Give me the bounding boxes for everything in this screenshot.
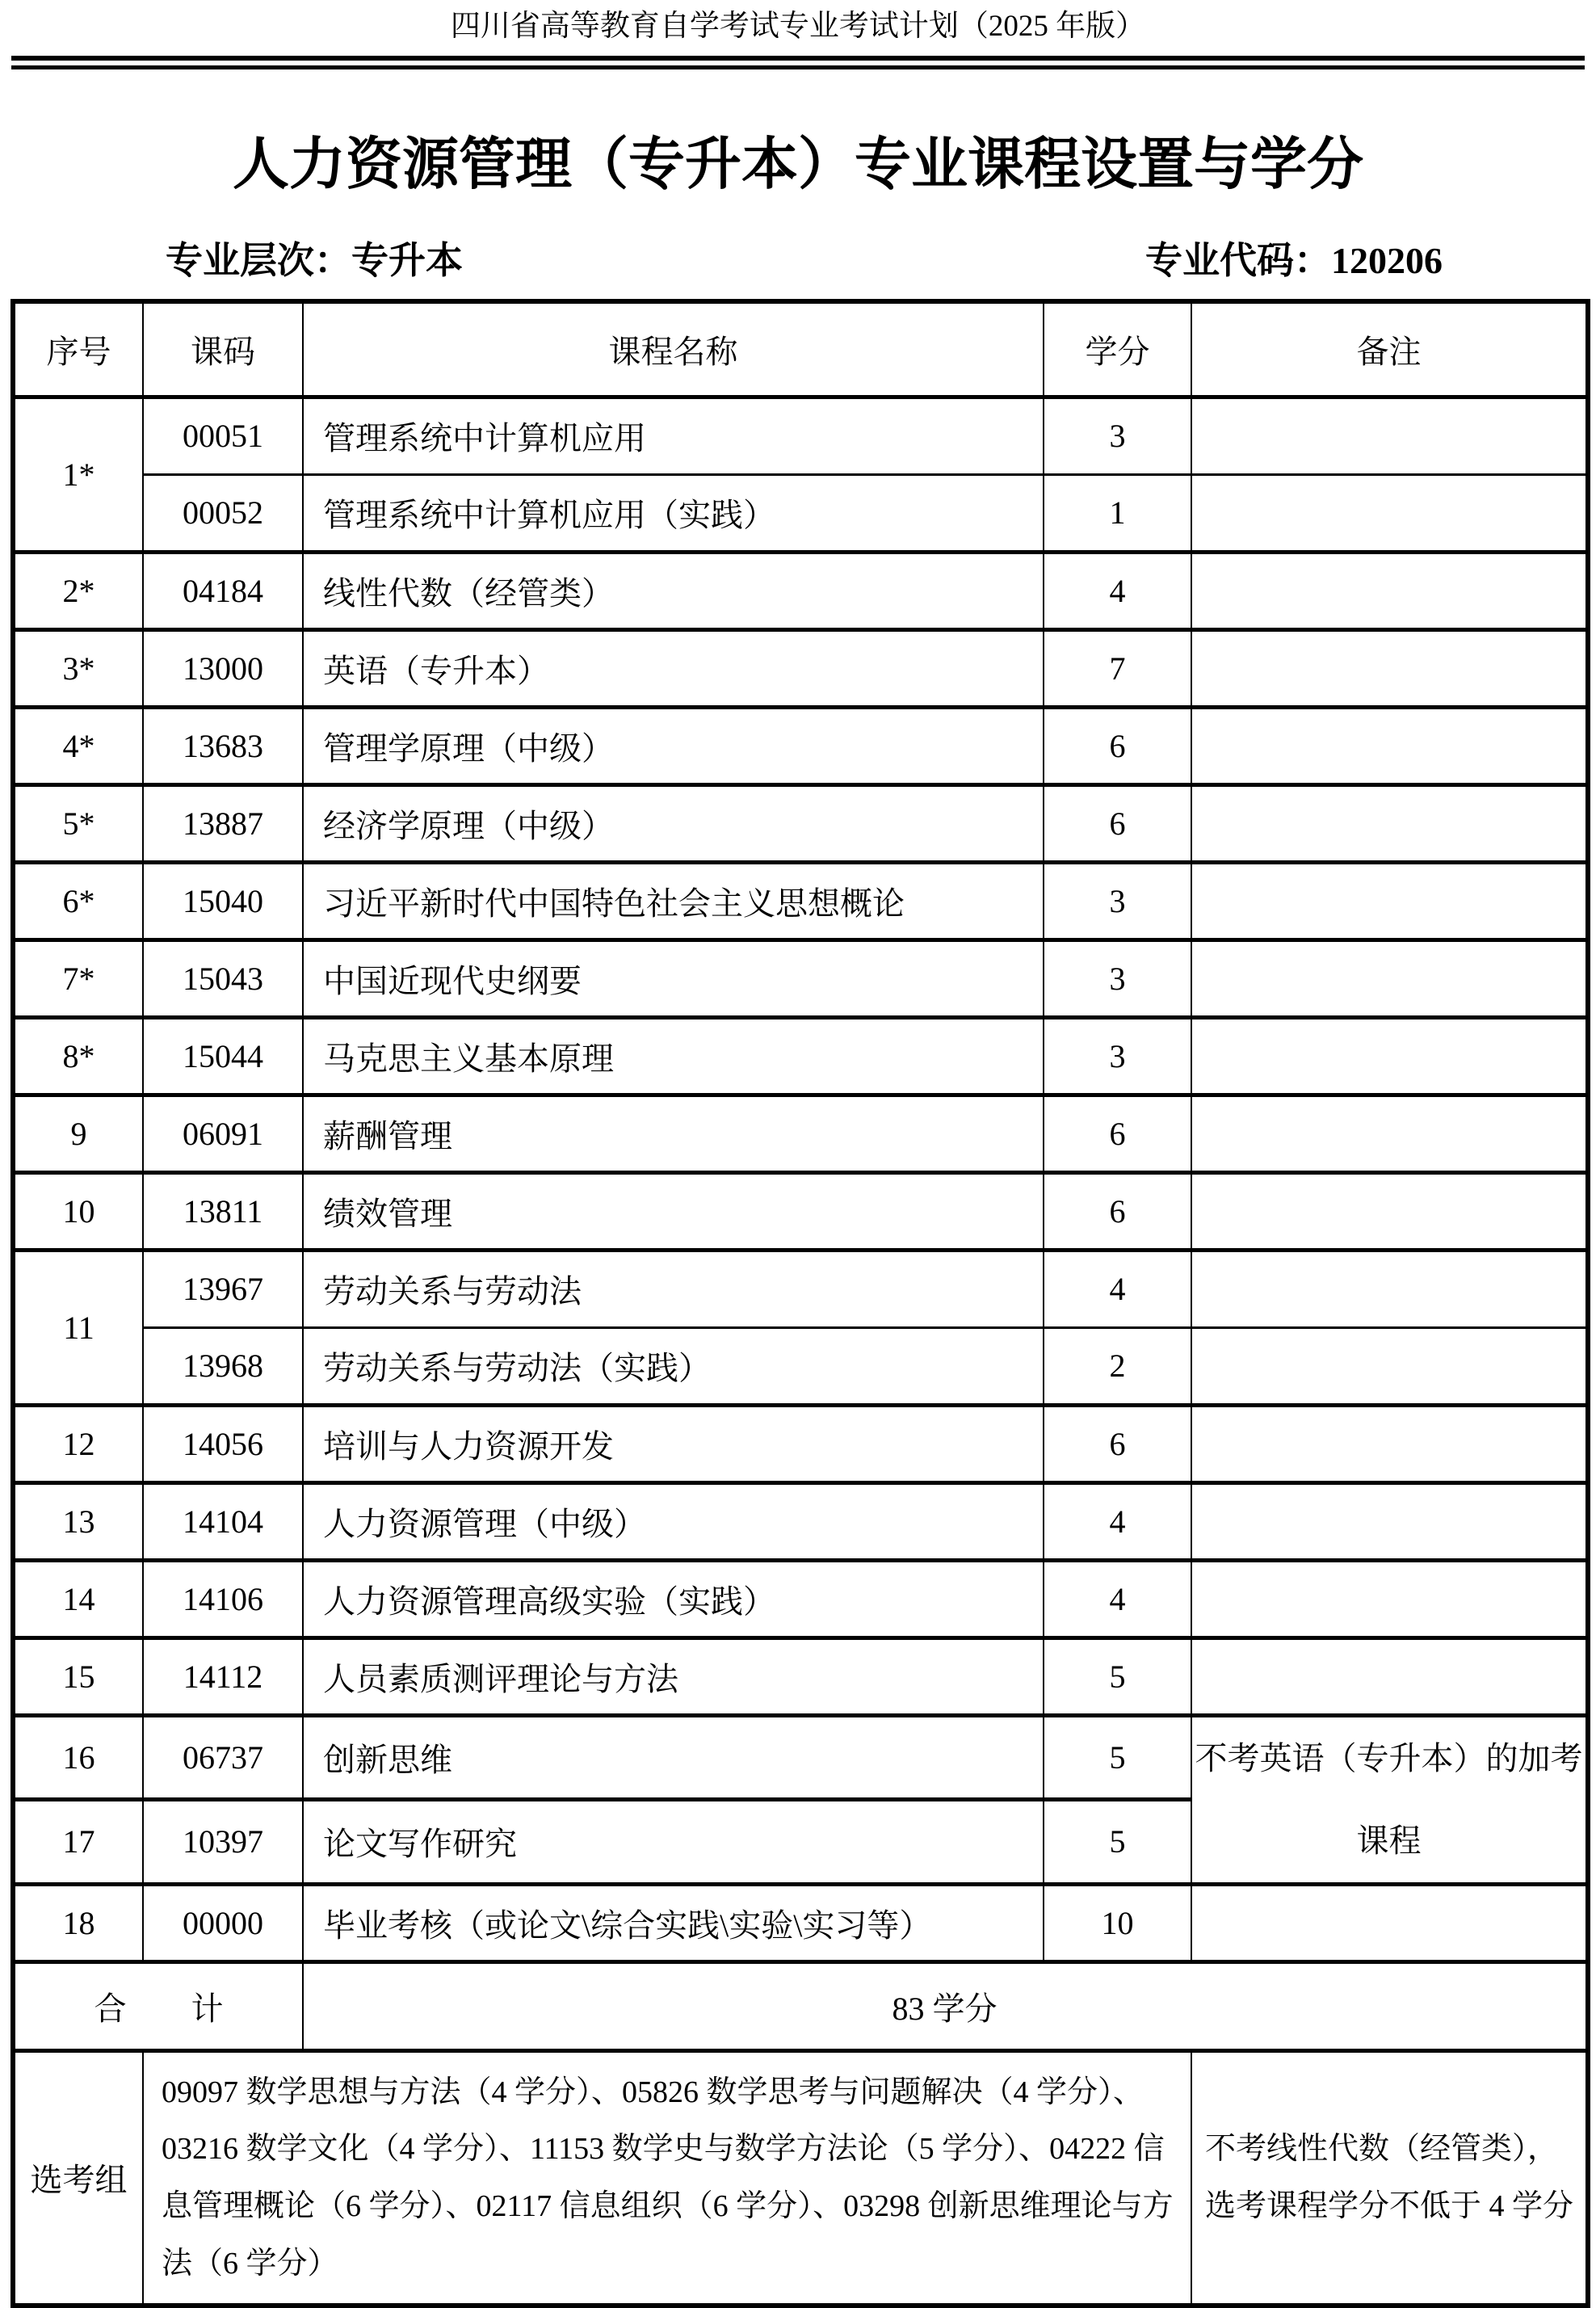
remark-cell-empty [1191,1327,1588,1405]
name-cell: 线性代数（经管类） [303,552,1044,629]
name-cell: 管理系统中计算机应用（实践） [303,474,1044,552]
table-row [13,397,1588,474]
total-row [13,1961,1588,2050]
seq-cell: 3* [13,629,143,707]
table-row [13,1715,1588,1800]
name-cell: 论文写作研究 [303,1800,1044,1885]
code-cell: 15040 [143,862,303,940]
credits-cell: 5 [1044,1715,1191,1800]
seq-cell: 14 [13,1560,143,1637]
code-cell: 14112 [143,1637,303,1715]
code-cell: 15044 [143,1017,303,1095]
credits-cell: 4 [1044,1482,1191,1560]
header-row [13,301,1588,397]
credits-cell: 7 [1044,629,1191,707]
name-cell: 管理学原理（中级） [303,707,1044,784]
seq-cell: 4* [13,707,143,784]
elective-row [13,2050,1588,2306]
credits-cell: 6 [1044,784,1191,862]
seq-cell: 13 [13,1482,143,1560]
code-cell: 00051 [143,397,303,474]
seq-cell: 5* [13,784,143,862]
total-label-cell: 合 计 [13,1961,303,2050]
credits-cell: 6 [1044,1405,1191,1482]
credits-cell: 10 [1044,1884,1191,1961]
code-cell: 13683 [143,707,303,784]
header-cell-name: 课程名称 [303,301,1044,397]
name-cell: 劳动关系与劳动法 [303,1250,1044,1327]
name-cell: 马克思主义基本原理 [303,1017,1044,1095]
code-cell: 10397 [143,1800,303,1885]
seq-cell: 10 [13,1172,143,1250]
credits-cell: 3 [1044,940,1191,1017]
elective-remark-cell: 不考线性代数（经管类），选考课程学分不低于 4 学分 [1191,2050,1588,2306]
code-cell: 00000 [143,1884,303,1961]
table-row [13,1172,1588,1250]
remark-cell-empty [1191,1172,1588,1250]
credits-cell: 4 [1044,1250,1191,1327]
credits-cell: 3 [1044,862,1191,940]
double-rule-top [11,56,1585,61]
seq-cell: 9 [13,1095,143,1172]
code-cell: 04184 [143,552,303,629]
seq-cell: 11 [13,1250,143,1405]
code-cell: 15043 [143,940,303,1017]
remark-cell-empty [1191,940,1588,1017]
remark-cell-empty [1191,1482,1588,1560]
name-cell: 劳动关系与劳动法（实践） [303,1327,1044,1405]
remark-cell-empty [1191,1405,1588,1482]
remark-cell-empty [1191,784,1588,862]
table-row [13,1250,1588,1327]
seq-cell: 1* [13,397,143,552]
code-cell: 14104 [143,1482,303,1560]
table-row [13,1482,1588,1560]
course-table [10,299,1590,2308]
table-row [13,1327,1588,1405]
remark-cell-empty [1191,707,1588,784]
name-cell: 人力资源管理（中级） [303,1482,1044,1560]
seq-cell: 17 [13,1800,143,1885]
double-rule-bottom [11,65,1585,69]
code-cell: 13887 [143,784,303,862]
page-title: 人力资源管理（专升本）专业课程设置与学分 [233,134,1363,196]
remark-cell-empty [1191,1637,1588,1715]
table-row [13,474,1588,552]
table-row [13,629,1588,707]
name-cell: 毕业考核（或论文\综合实践\实验\实习等） [303,1884,1044,1961]
header-cell-remark: 备注 [1191,301,1588,397]
name-cell: 培训与人力资源开发 [303,1405,1044,1482]
seq-cell: 2* [13,552,143,629]
credits-cell: 6 [1044,707,1191,784]
name-cell: 中国近现代史纲要 [303,940,1044,1017]
table-row [13,862,1588,940]
seq-cell: 18 [13,1884,143,1961]
remark-cell-empty [1191,1250,1588,1327]
credits-cell: 6 [1044,1095,1191,1172]
table-row [13,1560,1588,1637]
credits-cell: 3 [1044,1017,1191,1095]
seq-cell: 7* [13,940,143,1017]
remark-cell-empty [1191,862,1588,940]
remark-cell-empty [1191,474,1588,552]
remark-cell-empty [1191,1017,1588,1095]
code-cell: 13811 [143,1172,303,1250]
name-cell: 管理系统中计算机应用 [303,397,1044,474]
remark-cell-empty [1191,397,1588,474]
name-cell: 人员素质测评理论与方法 [303,1637,1044,1715]
credits-cell: 2 [1044,1327,1191,1405]
level-label: 专业层次：专升本 [166,239,463,281]
table-row [13,784,1588,862]
name-cell: 绩效管理 [303,1172,1044,1250]
table-row [13,1017,1588,1095]
credits-cell: 5 [1044,1800,1191,1885]
code-cell: 14106 [143,1560,303,1637]
code-cell: 14056 [143,1405,303,1482]
credits-cell: 4 [1044,1560,1191,1637]
table-row [13,1637,1588,1715]
table-row [13,552,1588,629]
code-cell: 00052 [143,474,303,552]
header-cell-credits: 学分 [1044,301,1191,397]
code-label: 专业代码：120206 [1145,239,1443,281]
elective-label-cell: 选考组 [13,2050,143,2306]
name-cell: 英语（专升本） [303,629,1044,707]
credits-cell: 3 [1044,397,1191,474]
name-cell: 人力资源管理高级实验（实践） [303,1560,1044,1637]
name-cell: 习近平新时代中国特色社会主义思想概论 [303,862,1044,940]
table-row [13,1095,1588,1172]
seq-cell: 8* [13,1017,143,1095]
remark-cell-empty [1191,1560,1588,1637]
remark-cell-empty [1191,1095,1588,1172]
header-cell-seq: 序号 [13,301,143,397]
code-cell: 13967 [143,1250,303,1327]
remark-cell-addon: 不考英语（专升本）的加考课程 [1191,1715,1588,1884]
subtitle-row [166,241,1443,282]
elective-courses-cell: 09097 数学思想与方法（4 学分）、05826 数学思考与问题解决（4 学分）、03216 数学文化（4 学分）、11153 数学史与数学方法论（5 学分）、04222 信息管理概论（6 学分）、02117 信息组织（6 学分）、03298 创新思维理论与方法（6 学分） [143,2050,1191,2306]
remark-cell-empty [1191,629,1588,707]
seq-cell: 12 [13,1405,143,1482]
remark-cell-empty [1191,552,1588,629]
credits-cell: 1 [1044,474,1191,552]
code-cell: 13968 [143,1327,303,1405]
table-row [13,1405,1588,1482]
name-cell: 经济学原理（中级） [303,784,1044,862]
seq-cell: 6* [13,862,143,940]
credits-cell: 5 [1044,1637,1191,1715]
credits-cell: 4 [1044,552,1191,629]
remark-cell-empty [1191,1884,1588,1961]
name-cell: 薪酬管理 [303,1095,1044,1172]
code-cell: 06091 [143,1095,303,1172]
credits-cell: 6 [1044,1172,1191,1250]
code-cell: 06737 [143,1715,303,1800]
header-cell-code: 课码 [143,301,303,397]
code-cell: 13000 [143,629,303,707]
table-row [13,707,1588,784]
page-header: 四川省高等教育自学考试专业考试计划（2025 年版） [450,10,1146,43]
total-value-cell: 83 学分 [303,1961,1588,2050]
seq-cell: 16 [13,1715,143,1800]
seq-cell: 15 [13,1637,143,1715]
table-row [13,940,1588,1017]
table-row [13,1884,1588,1961]
name-cell: 创新思维 [303,1715,1044,1800]
